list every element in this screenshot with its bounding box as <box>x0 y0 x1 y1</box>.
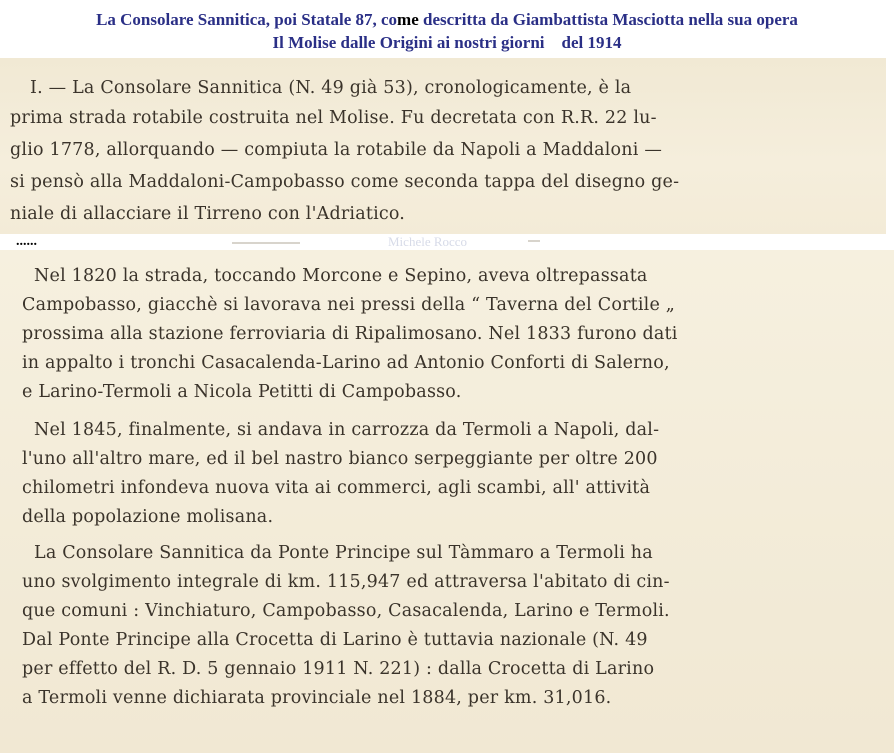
text-line: prossima alla stazione ferroviaria di Ripalimosano. Nel 1833 furono dati <box>22 324 678 344</box>
text-line: Dal Ponte Principe alla Crocetta di Larino è tuttavia nazionale (N. 49 <box>22 630 648 650</box>
scanned-excerpt-1 <box>0 58 886 234</box>
text-line: Nel 1820 la strada, toccando Morcone e Sepino, aveva oltrepassata <box>34 266 648 286</box>
credit-watermark: Michele Rocco <box>388 234 468 249</box>
header-line-2: Il Molise dalle Origini ai nostri giorni del 1914 <box>272 33 622 52</box>
text-line: que comuni : Vinchiaturo, Campobasso, Casacalenda, Larino e Termoli. <box>22 601 670 621</box>
text-line: della popolazione molisana. <box>22 507 274 527</box>
header-line-1-start: La Consolare Sannitica, poi Statale 87, co <box>96 10 398 29</box>
text-line: La Consolare Sannitica da Ponte Principe sul Tàmmaro a Termoli ha <box>34 543 653 563</box>
scanned-excerpt-2 <box>0 250 894 753</box>
text-line: in appalto i tronchi Casacalenda-Larino ad Antonio Conforti di Salerno, <box>22 353 670 373</box>
text-line: Campobasso, giacchè si lavorava nei pressi della “ Taverna del Cortile „ <box>22 295 676 315</box>
header-line-1-end: descritta da Giambattista Masciotta nella sua opera <box>418 10 798 29</box>
text-line: glio 1778, allorquando — compiuta la rotabile da Napoli a Maddaloni — <box>10 140 663 160</box>
text-line: Nel 1845, finalmente, si andava in carrozza da Termoli a Napoli, dal- <box>34 420 660 440</box>
text-line: I. — La Consolare Sannitica (N. 49 già 53), cronologicamente, è la <box>30 78 632 98</box>
text-line: e Larino-Termoli a Nicola Petitti di Campobasso. <box>22 382 462 402</box>
header-line-1-me: me <box>397 10 419 29</box>
text-line: si pensò alla Maddaloni-Campobasso come seconda tappa del disegno ge- <box>10 172 680 192</box>
header-line-1 <box>0 8 894 31</box>
scan-smudge <box>528 240 540 242</box>
scan-smudge <box>232 242 300 244</box>
text-line: prima strada rotabile costruita nel Molise. Fu decretata con R.R. 22 lu- <box>10 108 657 128</box>
separator-dots: ...... <box>16 234 37 249</box>
text-line: a Termoli venne dichiarata provinciale nel 1884, per km. 31,016. <box>22 688 612 708</box>
text-line: chilometri infondeva nuova vita ai commerci, agli scambi, all' attività <box>22 478 651 498</box>
text-line: niale di allacciare il Tirreno con l'Adriatico. <box>10 204 406 224</box>
text-line: l'uno all'altro mare, ed il bel nastro bianco serpeggiante per oltre 200 <box>22 449 658 469</box>
text-line: uno svolgimento integrale di km. 115,947 ed attraversa l'abitato di cin- <box>22 572 670 592</box>
text-line: per effetto del R. D. 5 gennaio 1911 N. 221) : dalla Crocetta di Larino <box>22 659 655 679</box>
page-header <box>0 8 894 54</box>
